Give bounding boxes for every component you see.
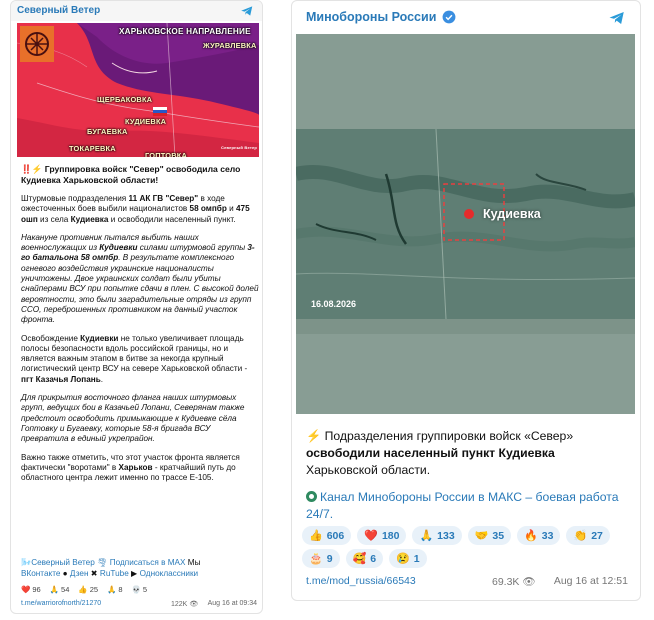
telegram-icon[interactable]	[240, 4, 254, 18]
right-reactions	[302, 526, 632, 568]
reaction-pill[interactable]: 👏 27	[566, 526, 609, 545]
left-post-title: ‼️⚡ Группировка войск "Север" освободила село Кудиевка Харьковской области!	[21, 164, 241, 185]
right-post-header	[292, 1, 640, 31]
wind-link[interactable]: 🌬️Северный Ветер	[21, 558, 95, 567]
post-date: Aug 16 at 12:51	[553, 575, 628, 587]
left-post-text	[21, 164, 259, 491]
alert-icon: ‼️⚡	[21, 164, 43, 174]
play-icon: ▶	[131, 569, 138, 578]
map-place-label: БУГАЕВКА	[87, 127, 128, 136]
map-place-label: ЖУРАВЛЕВКА	[203, 41, 257, 50]
max-channel-link[interactable]: Канал Минобороны России в МАКС – боевая работа 24/7.	[306, 490, 619, 521]
map-direction-label: ХАРЬКОВСКОЕ НАПРАВЛЕНИЕ	[119, 27, 251, 36]
left-reactions	[21, 583, 147, 595]
rutube-link[interactable]: RuTube	[99, 569, 129, 578]
paragraph: Освобождение Кудиевки не только увеличивает площадь полосы безопасности вдоль российской границы, но и является важным этапом в битве за некогда крупный логистический центр ВСУ на севере Харьковской области - пгт Казачья Лопань.	[21, 333, 248, 384]
post-link[interactable]: t.me/warriorofnorth/21270	[21, 600, 102, 607]
reaction[interactable]: 🙏 8	[107, 584, 123, 594]
post-date: Aug 16 at 09:34	[207, 600, 257, 607]
reaction-pill[interactable]: 🙏 133	[412, 526, 461, 545]
reaction[interactable]: 🙏 54	[49, 584, 70, 594]
left-post-header	[11, 1, 262, 21]
right-telegram-post	[291, 0, 641, 601]
view-count: 69.3K 👁	[492, 576, 536, 588]
map-image[interactable]	[17, 23, 259, 157]
view-count: 122K 👁	[171, 601, 199, 608]
reaction-pill[interactable]: 👍 606	[302, 526, 351, 545]
subscribe-max-link[interactable]: Подписаться в MAX	[109, 558, 186, 567]
reaction-pill[interactable]: 😢 1	[389, 549, 427, 568]
max-logo-icon	[306, 491, 317, 502]
right-channel-name[interactable]: Минобороны России	[306, 10, 437, 24]
reaction[interactable]: 💀 5	[131, 584, 148, 594]
reaction-pill[interactable]: ❤️ 180	[357, 526, 406, 545]
left-telegram-post	[10, 0, 263, 614]
map-place-label: ГОПТОВКА	[145, 151, 188, 157]
reaction[interactable]: ❤️ 96	[21, 584, 41, 594]
paragraph: Штурмовые подразделения 11 АК ГВ "Север" в ходе ожесточенных боев выбили националистов 58 омпбр и 475 ошп из села Кудиевка и освободили населенный пункт.	[21, 194, 250, 224]
reaction[interactable]: 👍 25	[78, 584, 99, 594]
reaction-pill[interactable]: 🤝 35	[468, 526, 511, 545]
tornado-icon: 🌪	[97, 558, 108, 567]
map-credit-label: Северный Ветер	[221, 145, 258, 150]
eye-icon: 👁	[522, 576, 536, 588]
dzen-link[interactable]: Дзен	[69, 569, 89, 578]
map-place-label: ТОКАРЕВКА	[69, 144, 116, 153]
reaction-pill[interactable]: 🥰 6	[346, 549, 384, 568]
left-channel-links	[21, 557, 259, 579]
paragraph: Важно также отметить, что этот участок фронта является фактически "воротами" в Харьков - кратчайший путь до областного центра лежит именно по трассе Е-105.	[21, 452, 240, 483]
vk-link[interactable]: ВКонтакте	[21, 569, 61, 578]
paragraph: Накануне противник пытался выбить наших военнослужащих из Кудиевки силами штурмовой группы 3-го батальона 58 омпбр. В результате комплексного огневого воздействия украинские националисты уничтожены. Двое украинских солдат были убиты снайперами ВСУ при попытке сдачи в плен. С высокой долей вероятности, это были заградительные отряды из групп ССО, переброшенных противником на данный участок фронта.	[21, 232, 259, 325]
left-post-meta	[21, 600, 257, 607]
x-mark-icon: ✖	[90, 569, 98, 578]
video-thumbnail[interactable]	[296, 34, 635, 414]
map-location-label: Кудиевка	[483, 207, 541, 221]
eye-icon: 👁	[189, 601, 199, 608]
telegram-icon[interactable]	[608, 9, 626, 27]
we-label: Мы	[187, 558, 201, 567]
post-link[interactable]: t.me/mod_russia/66543	[306, 575, 416, 587]
video-date-label: 16.08.2026	[311, 299, 357, 309]
left-channel-name[interactable]: Северный Ветер	[17, 5, 101, 16]
reaction-pill[interactable]: 🔥 33	[517, 526, 560, 545]
lightning-icon: ⚡	[306, 429, 322, 443]
paragraph: Для прикрытия восточного фланга наших штурмовых групп, ведущих бои в Казачьей Лопани, Северянам также предстоит освободить примыкающие к Кудиевке сёла Гоптовку и Бугаевку, которые 58-я бригада ВСУ превратила в единый укрепрайон.	[21, 393, 245, 444]
right-post-text: ⚡ Подразделения группировки войск «Север» освободили населенный пункт Кудиевка Харьковской области.	[306, 429, 574, 477]
right-post-meta	[306, 575, 628, 587]
black-circle-icon: ●	[62, 569, 68, 578]
reaction-pill[interactable]: 🎂 9	[302, 549, 340, 568]
map-place-label: КУДИЕВКА	[125, 117, 167, 126]
ok-link[interactable]: Одноклассники	[139, 569, 199, 578]
verified-icon	[442, 10, 456, 24]
map-place-label: ЩЕРБАКОВКА	[97, 95, 153, 104]
